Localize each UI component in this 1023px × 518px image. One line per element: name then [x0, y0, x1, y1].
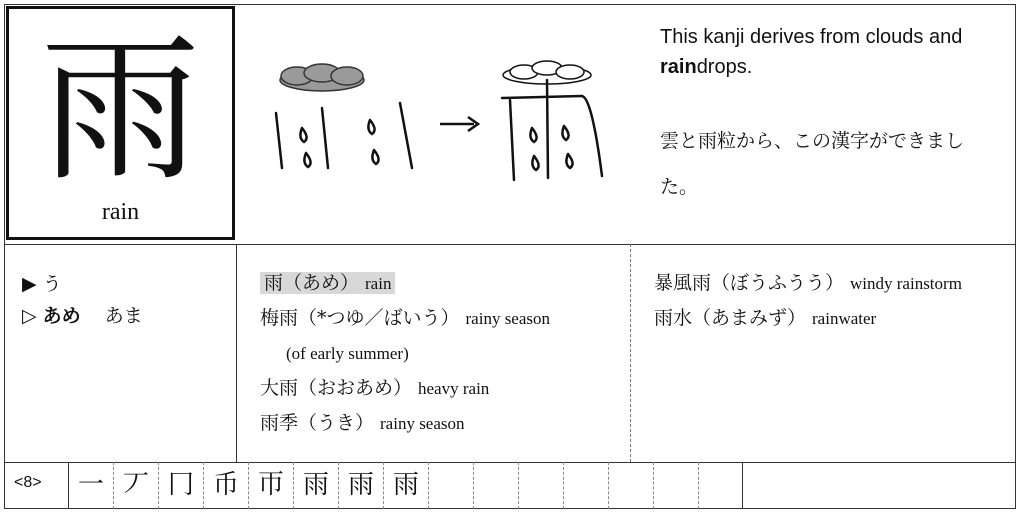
description-japanese: 雲と雨粒から、この漢字ができました。 [660, 130, 965, 198]
description-english [660, 22, 1000, 82]
kun-reading-primary: あめ [42, 305, 81, 327]
stroke-empty-cell [428, 462, 473, 509]
vocab-item [654, 301, 962, 336]
vocab-meaning: rainy season [380, 414, 465, 433]
kanji-form-drawing [502, 61, 602, 180]
stroke-step-cell: 雨 [293, 462, 338, 509]
vocab-meaning: heavy rain [418, 379, 490, 398]
vocab-item [260, 371, 550, 406]
vocab-word-highlighted [260, 272, 395, 294]
kanji-meaning: rain [101, 199, 140, 225]
vocab-word: 雨水（あまみず） [654, 307, 807, 329]
vocab-word: 大雨（おおあめ） [260, 377, 413, 399]
vocab-meaning: rainwater [812, 309, 877, 328]
stroke-empty-cell [473, 462, 518, 509]
kanji-origin-illustration [262, 58, 642, 208]
vocab-item [260, 301, 550, 336]
divider-vertical-left [236, 244, 237, 462]
kun-reading-secondary: あま [104, 305, 143, 327]
stroke-step-cell: 雨 [338, 462, 383, 509]
vocab-list-left [260, 266, 550, 441]
stroke-empty-cell [518, 462, 563, 509]
kun-marker: ▷ [22, 305, 37, 327]
stroke-step-cell: 冂 [158, 462, 203, 509]
on-reading: ▶ う [22, 273, 62, 295]
stroke-empty-cell [608, 462, 653, 509]
vocab-word: 雨季（うき） [260, 412, 375, 434]
stroke-empty-cell [653, 462, 698, 509]
stroke-step-cell: 一 [68, 462, 113, 509]
vocab-meaning: rainy season [465, 309, 551, 328]
kanji-character: 雨 [40, 16, 201, 203]
vocab-word: 暴風雨（ぼうふうう） [654, 272, 845, 294]
stroke-step-cell: 雨 [383, 462, 428, 509]
kun-reading-row [22, 300, 143, 332]
arrow-icon [440, 117, 478, 131]
description-text-end: drops. [696, 56, 753, 78]
vocab-item [654, 266, 962, 301]
stroke-order-row [4, 462, 743, 509]
kanji-display-box [6, 6, 235, 240]
vocab-item [260, 406, 550, 441]
vocab-list-right [654, 266, 962, 336]
rain-drawing [276, 103, 412, 168]
stroke-count: <8> [14, 474, 42, 491]
stroke-empty-cell [563, 462, 608, 509]
stroke-step-cell: 丆 [113, 462, 158, 509]
vocab-meaning-continuation: (of early summer) [286, 344, 409, 363]
vocab-word: 梅雨（*つゆ／ばいう） [260, 307, 460, 329]
vocab-item [260, 266, 550, 301]
readings-block [22, 268, 143, 332]
stroke-step-cell: 帀 [248, 462, 293, 509]
divider-vertical-dashed [630, 244, 631, 462]
description-text: This kanji derives from clouds and [660, 26, 963, 48]
vocab-meaning: windy rainstorm [850, 274, 962, 293]
description-bold-text: rain [660, 56, 697, 78]
vocab-word: 雨（あめ） [264, 272, 360, 294]
cloud-drawing [280, 64, 364, 91]
stroke-step-cell: 币 [203, 462, 248, 509]
vocab-meaning: rain [365, 274, 392, 293]
stroke-empty-cell [698, 462, 743, 509]
divider-top-middle [4, 244, 1016, 245]
